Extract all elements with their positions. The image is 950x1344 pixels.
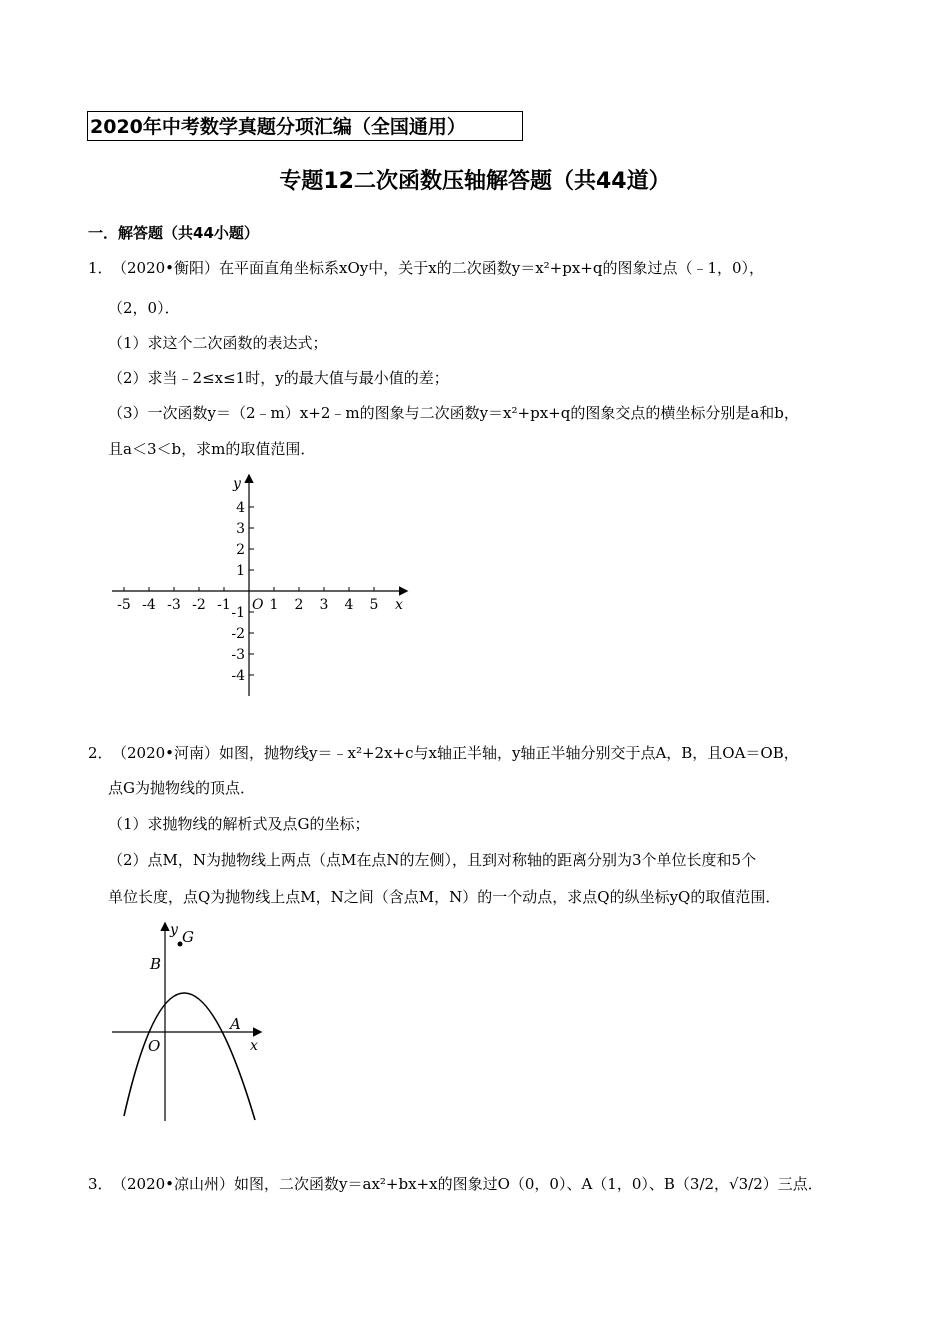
parabola-curve	[124, 993, 255, 1120]
vertex-label: G	[182, 928, 194, 946]
problem-text-line: （3）一次函数y＝（2﹣m）x+2﹣m的图象与二次函数y＝x²+px+q的图象交点的横坐标分别是a和b，	[108, 404, 799, 422]
y-tick-label: -1	[231, 605, 245, 621]
x-tick-label: 1	[269, 597, 279, 613]
problem-text-line: 点G为抛物线的顶点．	[108, 779, 255, 797]
problem-text-line: （2）求当﹣2≤x≤1时，y的最大值与最小值的差；	[108, 369, 449, 387]
problem-text-line: （2）点M，N为抛物线上两点（点M在点N的左侧），且到对称轴的距离分别为3个单位长度和5个	[108, 851, 757, 869]
problem-text-line: （2，0）．	[108, 299, 180, 317]
x-axis-label: x	[395, 597, 403, 613]
parabola-figure	[110, 918, 270, 1123]
point-b-label: B	[150, 955, 162, 973]
y-tick-label: 1	[236, 563, 245, 579]
problem-number: 2．	[88, 744, 113, 762]
x-tick-label: -1	[217, 597, 231, 613]
problem-text-line: （1）求这个二次函数的表达式；	[108, 334, 328, 352]
origin-label: O	[252, 597, 264, 613]
y-tick-label: 4	[236, 500, 245, 516]
y-tick-label: -3	[231, 647, 245, 663]
problem-number: 3．	[88, 1175, 113, 1193]
y-axis-label: y	[233, 476, 241, 492]
x-tick-label: 2	[294, 597, 304, 613]
page-title: 专题12二次函数压轴解答题（共44道）	[279, 169, 671, 194]
collection-title: 2020年中考数学真题分项汇编（全国通用）	[87, 111, 523, 141]
x-tick-label: -2	[192, 597, 206, 613]
problem-text-line: （2020•河南）如图，抛物线y＝﹣x²+2x+c与x轴正半轴，y轴正半轴分别交于点A，B，且OA＝OB，	[112, 744, 799, 762]
x-tick-label: 5	[369, 597, 379, 613]
problem-text-line: 且a＜3＜b，求m的取值范围．	[108, 440, 316, 458]
problem-text-line: （2020•衡阳）在平面直角坐标系xOy中，关于x的二次函数y＝x²+px+q的图象过点（﹣1，0），	[112, 259, 765, 277]
origin-label: O	[148, 1037, 161, 1055]
y-tick-label: -4	[231, 668, 245, 684]
y-tick-label: 2	[236, 542, 245, 558]
point-a-label: A	[230, 1015, 241, 1033]
x-axis-label: x	[250, 1038, 258, 1054]
x-tick-label: -5	[117, 597, 131, 613]
problem-text-line: （1）求抛物线的解析式及点G的坐标；	[108, 815, 370, 833]
x-tick-label: -4	[142, 597, 156, 613]
problem-text-line: 单位长度，点Q为抛物线上点M，N之间（含点M，N）的一个动点，求点Q的纵坐标yQ的取值范围．	[108, 888, 781, 906]
x-tick-label: -3	[167, 597, 181, 613]
coordinate-grid-figure	[110, 470, 415, 700]
x-tick-label: 4	[344, 597, 354, 613]
y-axis-label: y	[170, 922, 178, 938]
y-tick-label: 3	[236, 521, 245, 537]
x-tick-label: 3	[319, 597, 329, 613]
problem-text-line: （2020•凉山州）如图，二次函数y＝ax²+bx+x的图象过O（0，0）、A（1，0）、B（3/2，√3/2）三点．	[112, 1175, 823, 1193]
section-heading: 一．解答题（共44小题）	[88, 224, 259, 242]
y-tick-label: -2	[231, 626, 245, 642]
problem-number: 1．	[88, 259, 113, 277]
